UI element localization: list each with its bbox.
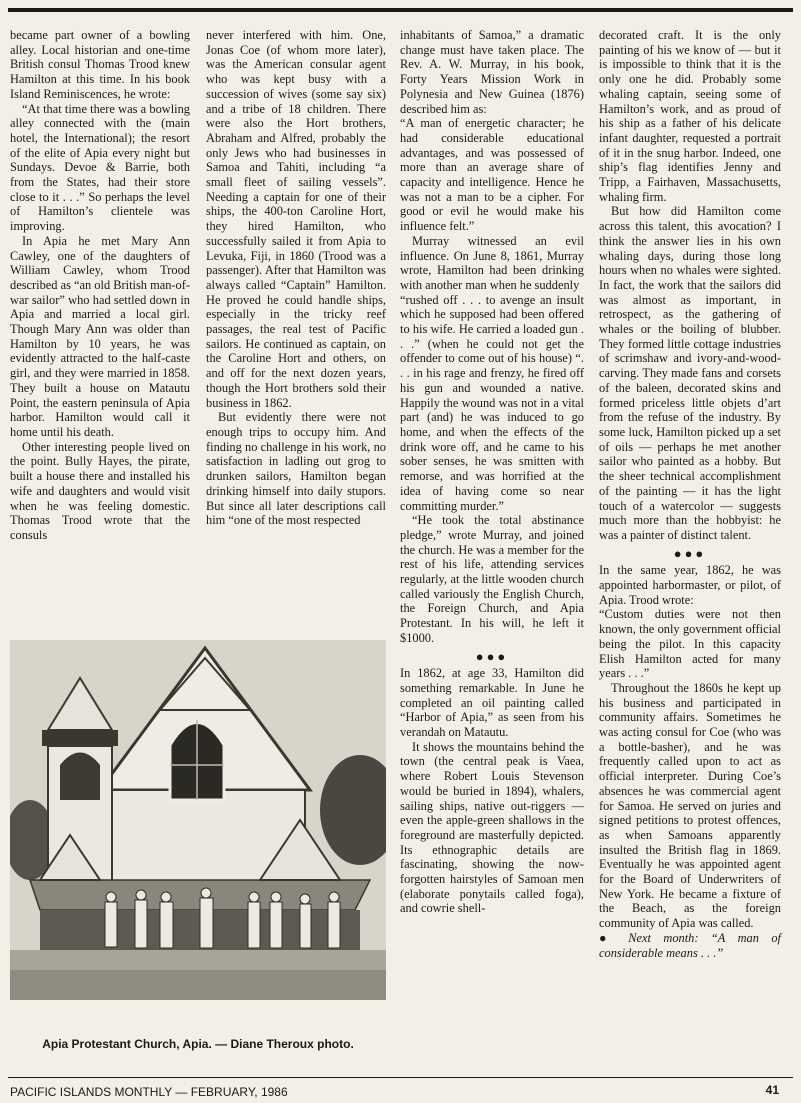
paragraph: “At that time there was a bowling alley connected with the (main hotel, the International); the resort of the elite of Apia every night but Sundays. Devoe & Barrie, both from the States, had their store close to it . . .” So perhaps the level of Hamilton’s clientele was improving. — [10, 101, 190, 234]
paragraph: In the same year, 1862, he was appointed harbormaster, or pilot, of Apia. Trood wrote: — [599, 563, 781, 607]
paragraph: “Custom duties were not then known, the only government official being the pilot. In this capacity Elish Hamilton acted for many years . . .” — [599, 607, 781, 681]
paragraph: But evidently there were not enough trips to occupy him. And finding no challenge in his work, no satisfaction in ladling out grog to drunken sailors, Hamilton began drinking himself into daily stupors. But since all later descriptions call him “one of the most respected — [206, 410, 386, 528]
paragraph: Other interesting people lived on the point. Bully Hayes, the pirate, built a house there and installed his wife and daughters and would visit when he was feeling domestic. Thomas Trood wrote that the consuls — [10, 439, 190, 542]
paragraph: Murray witnessed an evil influence. On June 8, 1861, Murray wrote, Hamilton had been drinking with another man when he suddenly — [400, 233, 584, 292]
paragraph: In 1862, at age 33, Hamilton did something remarkable. In June he completed an oil painting called “Harbor of Apia,” as seen from his verandah on Matautu. — [400, 666, 584, 740]
paragraph: It shows the mountains behind the town (the central peak is Vaea, where Robert Louis Stevenson would be buried in 1894), whalers, sailing ships, native out-riggers — even the apple-green shallows in the foreground are masterfully depicted. Its ethnographic details are fascinating, showing the now-forgotten hairstyles of Samoan men (elaborate ponytails called foga), and cowrie shell- — [400, 739, 584, 916]
paragraph: became part owner of a bowling alley. Local historian and one-time British consul Thomas Trood knew Hamilton at this time. In his book Island Reminiscences, he wrote: — [10, 28, 190, 101]
section-divider-dots: ●●● — [673, 545, 707, 561]
photo-caption: Apia Protestant Church, Apia. — Diane Theroux photo. — [42, 1037, 354, 1051]
paragraph: decorated craft. It is the only painting of his we know of — but it is impossible to think that it is the only one he did. Probably some whaling captain, seeing some of Hamilton’s work, and as proud of his ship as a father of his delicate infant daughter, requested a portrait of it in the snug harbor. Indeed, one ship’s flag identifies Jenny and Tripp, a Fairhaven, Massachusetts, whaling firm. — [599, 28, 781, 204]
paragraph: “rushed off . . . to avenge an insult which he supposed had been offered to his wife. He carried a loaded gun . . .” (when he could not get the offender to come out of his house) “. . . in his rage and frenzy, he fired off his gun and wounded a native. Happily the wound was not in a vital part (and) he was induced to go home, and when the effects of the drink wore off, and he came to his sober senses, he was smitten with remorse, and was horrified at the idea of having come so near committing murder.” — [400, 292, 584, 513]
section-divider-dots: ●●● — [475, 648, 509, 664]
paragraph: never interfered with him. One, Jonas Coe (of whom more later), was the American consular agent who was kept busy with a succession of wives (some say six) and a tribe of 18 children. There were also the Hort brothers, Abraham and Alfred, probably the only Jews who had businesses in Samoa and Tahiti, including “a small fleet of sailing vessels”. Needing a captain for one of their ships, the 400-ton Caroline Hort, they hired Hamilton, who successfully sailed it from Apia to Levuka, Fiji, in 1860 (Trood was a passenger). After that Hamilton was always called “Captain” Hamilton. He proved he could handle ships, especially in the tricky reef passages, the real test of Pacific sailors. He continued as captain, on the Caroline Hort and others, on and off for the next dozen years, though the Hort brothers sold their business in 1862. — [206, 28, 386, 410]
article-column-4 — [599, 28, 781, 960]
footer-publication: PACIFIC ISLANDS MONTHLY — FEBRUARY, 1986 — [10, 1085, 288, 1099]
paragraph: “A man of energetic character; he had considerable educational advantages, and was possessed of more than an average share of capacity and intelligence. Hence he was not a man to be a cipher. For good or evil he would make his influence felt.” — [400, 116, 584, 234]
paragraph: Throughout the 1860s he kept up his business and participated in community affairs. Sometimes he was acting consul for Coe (who was a bottle-basher), and he was frequently called upon to act as official interpreter. During Coe’s absences he was commercial agent for Samoa. He served on juries and signed petitions to protest offences, as when Samoans apparently insulted the British flag in 1869. Eventually he was appointed agent for the Board of Underwriters of New York. He became a fixture of the Beach, as the foreign community of Apia was called. — [599, 680, 781, 931]
footer-rule — [8, 1077, 793, 1078]
paragraph: In Apia he met Mary Ann Cawley, one of the daughters of William Cawley, whom Trood described as “an old British man-of-war sailor” who had settled down in Apia and married a local girl. Though Mary Ann was older than Hamilton by 10 years, he was evidently attracted to the half-caste girl, and they were married in 1858. They built a house on Matautu Point, the eastern peninsula of Apia harbor. Hamilton would call it home until his death. — [10, 233, 190, 439]
paragraph: But how did Hamilton come across this talent, this avocation? I think the answer lies in his own whaling days, during those long hours when no whales were sighted. In fact, the work that the sailors did was almost as important, in retrospect, as the gathering of whales or the boiling of blubber. They formed little cottage industries of scrimshaw and ivory-and-wood-carving. They made fans and corsets of the baleen, decorated skins and formed priceless little objets d’art from the refuse of the industry. By some luck, Hamilton picked up a set of oils — perhaps he met another sailor who painted as a hobby. But the sheer technical accomplishment of the painting — it has the light touch of a watercolor — suggests much more than the hobbyist: he was a painter of distinct talent. — [599, 204, 781, 542]
article-column-2 — [206, 28, 386, 528]
paragraph: “He took the total abstinance pledge,” wrote Murray, and joined the church. He was a member for the rest of his life, attending services regularly, at the little wooden church called variously the English Church, the Foreign Church, and Apia Protestant. In his will, he left it $1000. — [400, 513, 584, 645]
church-photo — [10, 640, 386, 1000]
article-column-1 — [10, 28, 190, 543]
top-rule — [8, 8, 793, 12]
page-number: 41 — [765, 1083, 779, 1097]
paragraph: inhabitants of Samoa,” a dramatic change must have taken place. The Rev. A. W. Murray, in his book, Forty Years Mission Work in Polynesia and New Guinea (1876) described him as: — [400, 28, 584, 116]
paragraph: ● Next month: “A man of considerable means . . .” — [599, 930, 781, 960]
article-column-3 — [400, 28, 584, 916]
